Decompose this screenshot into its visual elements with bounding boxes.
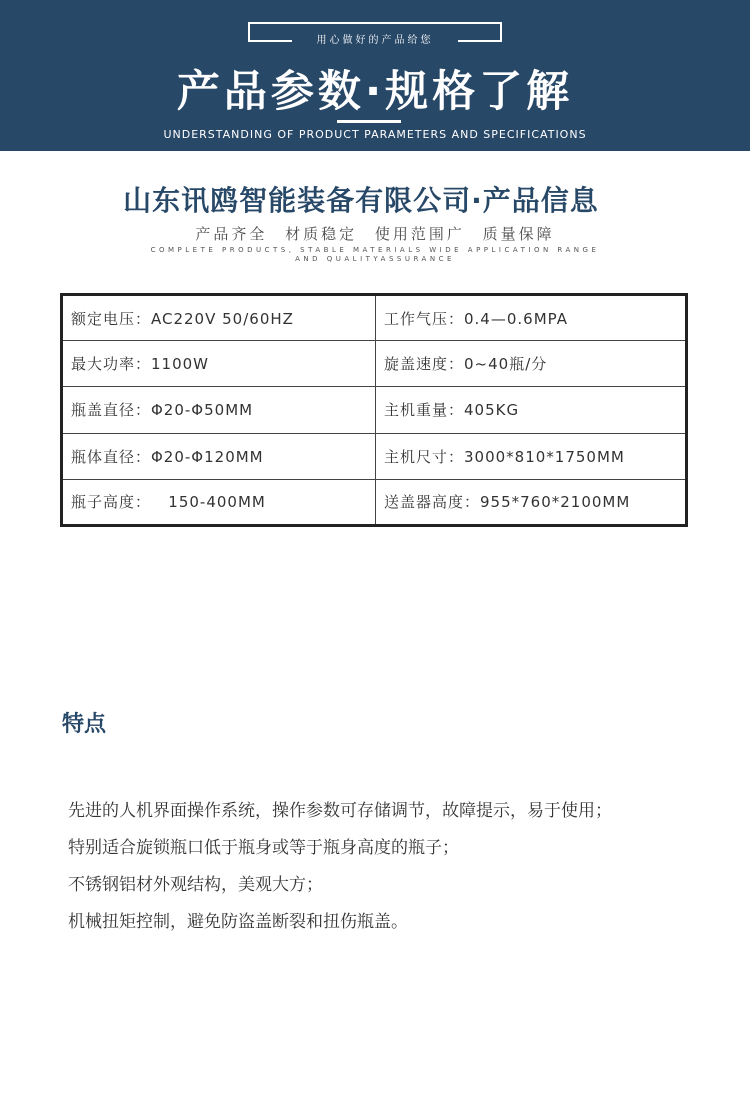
spec-cell: 额定电压：AC220V 50/60HZ <box>62 295 376 341</box>
list-item: 机械扭矩控制，避免防盗盖断裂和扭伤瓶盖。 <box>68 912 408 932</box>
spec-table <box>60 293 688 527</box>
tagline-line-right <box>458 40 502 42</box>
tagline: 用心做好的产品给您 <box>316 35 434 46</box>
features-list <box>68 793 728 941</box>
spec-cell: 主机尺寸：3000*810*1750MM <box>376 433 687 479</box>
spec-cell: 瓶盖直径：Φ20-Φ50MM <box>62 387 376 433</box>
title-underline <box>337 120 401 123</box>
spec-cell: 旋盖速度：0~40瓶/分 <box>376 341 687 387</box>
table-row <box>62 433 687 479</box>
spec-cell: 最大功率：1100W <box>62 341 376 387</box>
spec-cell: 主机重量：405KG <box>376 387 687 433</box>
table-row <box>62 479 687 525</box>
features-title: 特点 <box>62 712 107 737</box>
list-item: 先进的人机界面操作系统，操作参数可存储调节，故障提示，易于使用； <box>68 801 612 821</box>
company-slogan-en: COMPLETE PRODUCTS, STABLE MATERIALS WIDE APPLICATION RANGE AND QUALITYASSURANCE <box>150 246 600 263</box>
spec-cell: 送盖器高度：955*760*2100MM <box>376 479 687 525</box>
spec-cell: 瓶子高度： 150-400MM <box>62 479 376 525</box>
list-item: 不锈钢铝材外观结构，美观大方； <box>68 875 323 895</box>
page-title: 产品参数·规格了解 <box>176 67 574 117</box>
table-row <box>62 295 687 341</box>
table-row <box>62 341 687 387</box>
company-name: 山东讯鸥智能装备有限公司·产品信息 <box>123 184 599 217</box>
spec-cell: 工作气压：0.4—0.6MPA <box>376 295 687 341</box>
tagline-line-left <box>248 40 292 42</box>
company-slogan: 产品齐全 材质稳定 使用范围广 质量保障 <box>195 225 555 243</box>
table-row <box>62 387 687 433</box>
spec-cell: 瓶体直径：Φ20-Φ120MM <box>62 433 376 479</box>
header-banner <box>0 0 750 151</box>
page-subtitle: UNDERSTANDING OF PRODUCT PARAMETERS AND SPECIFICATIONS <box>163 128 587 141</box>
list-item: 特别适合旋锁瓶口低于瓶身或等于瓶身高度的瓶子； <box>68 838 459 858</box>
